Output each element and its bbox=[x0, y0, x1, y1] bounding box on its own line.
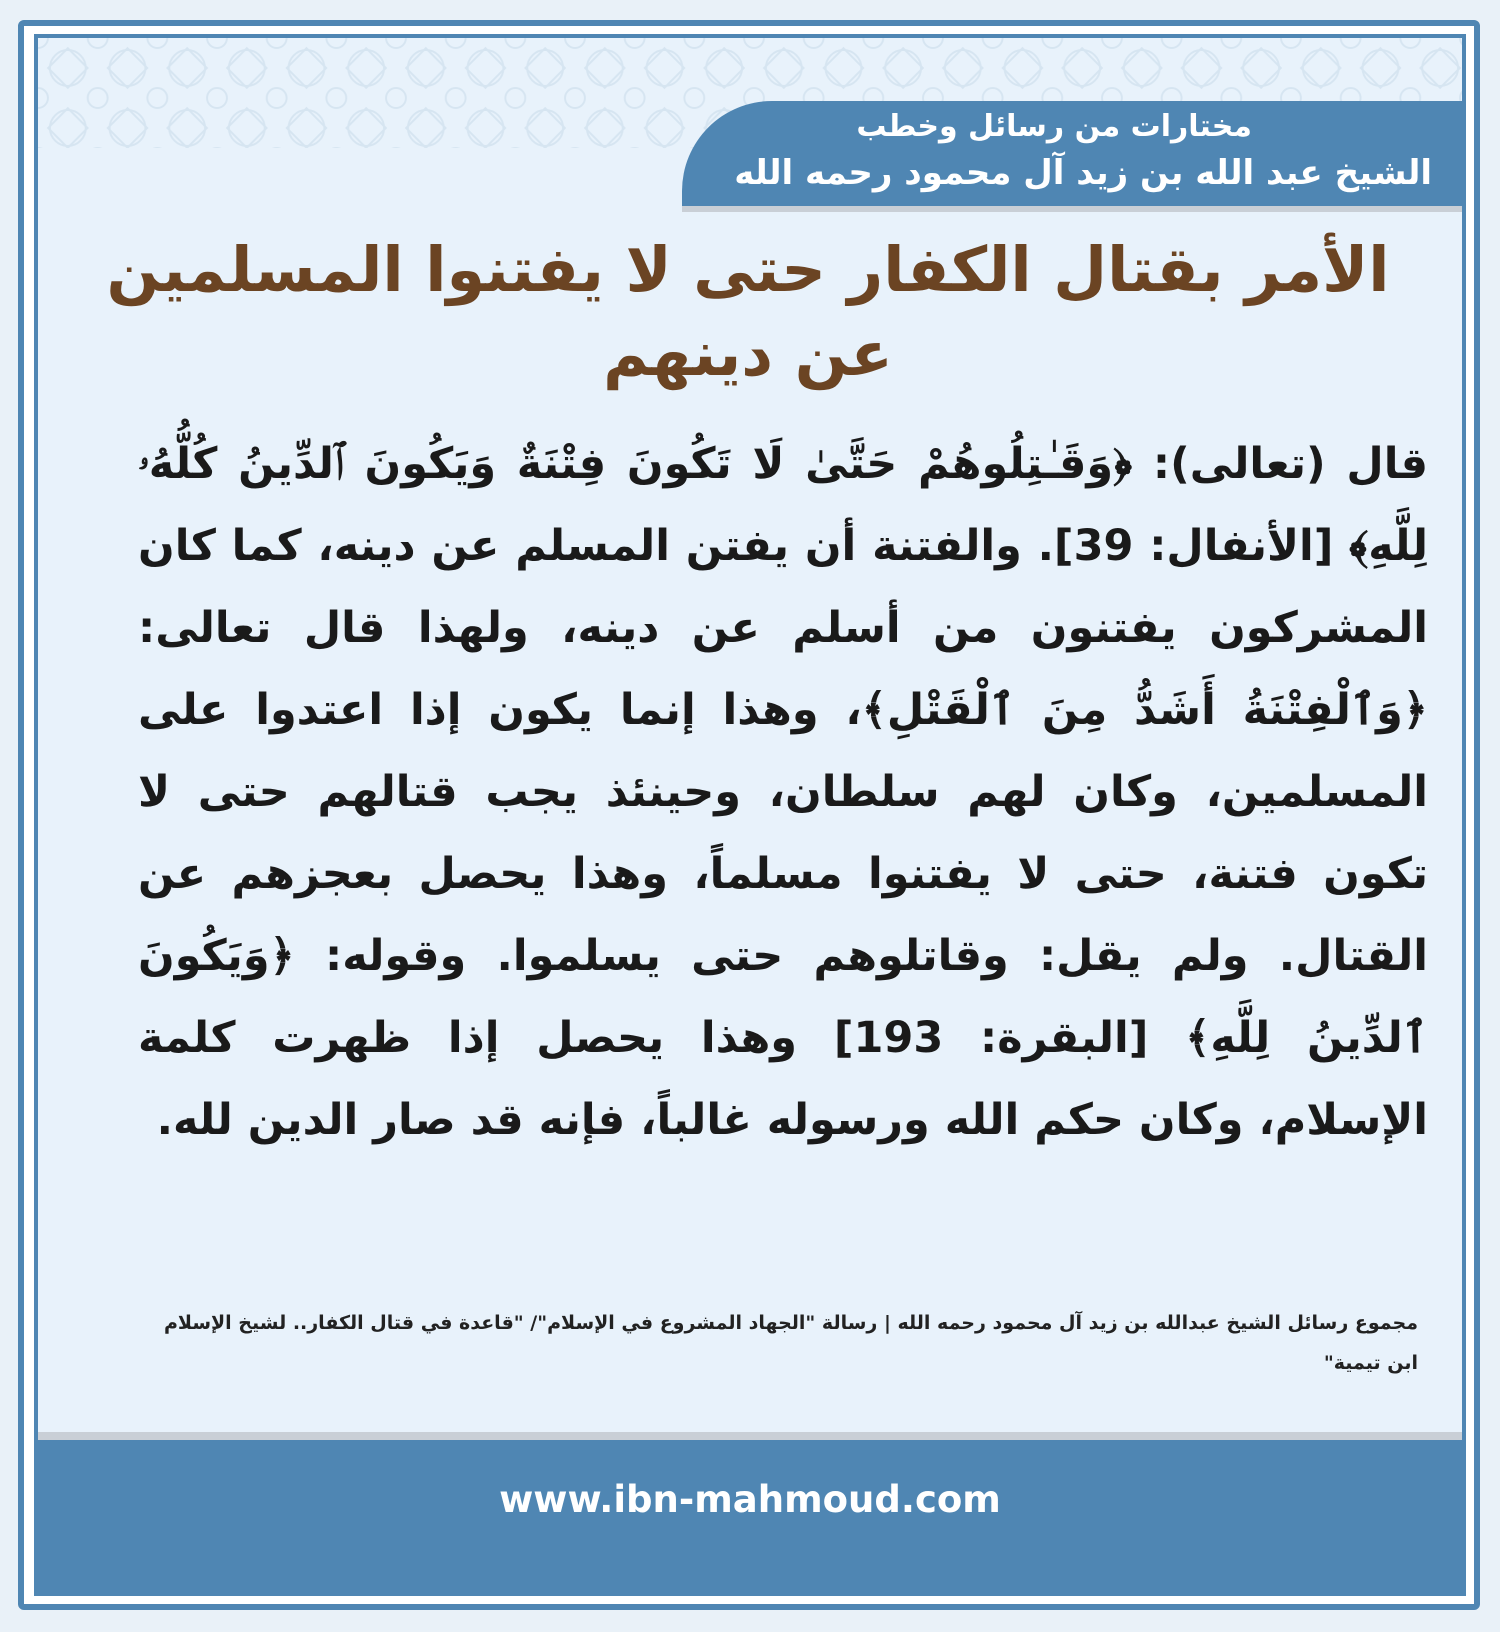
source-citation: مجموع رسائل الشيخ عبدالله بن زيد آل محمود رحمه الله | رسالة "الجهاد المشروع في الإسلام"/ "قاعدة في قتال الكفار.. لشيخ الإسلام ابن تيمية" bbox=[163, 1312, 1418, 1374]
page-title: الأمر بقتال الكفار حتى لا يفتنوا المسلمين عن دينهم bbox=[106, 233, 1390, 390]
header-subtitle: مختارات من رسائل وخطب bbox=[856, 109, 1252, 144]
header-banner bbox=[682, 101, 1462, 206]
card bbox=[34, 34, 1466, 1596]
body-paragraph: قال (تعالى): ﴿وَقَـٰتِلُوهُمْ حَتَّىٰ لَا تَكُونَ فِتْنَةٌ وَيَكُونَ ٱلدِّينُ كُلُّهُۥ لِلَّهِ﴾ [الأنفال: 39]. والفتنة أن يفتن المسلم عن دينه، كما كان المشركون يفتنون من أسلم عن دينه، ولهذا قال تعالى: ﴿وَٱلْفِتْنَةُ أَشَدُّ مِنَ ٱلْقَتْلِ﴾، وهذا إنما يكون إذا اعتدوا على المسلمين، وكان لهم سلطان، وحينئذ يجب قتالهم حتى لا تكون فتنة، حتى لا يفتنوا مسلماً، وهذا يحصل بعجزهم عن القتال. ولم يقل: وقاتلوهم حتى يسلموا. وقوله: ﴿وَيَكُونَ ٱلدِّينُ لِلَّهِ﴾ [البقرة: 193] وهذا يحصل إذا ظهرت كلمة الإسلام، وكان حكم الله ورسوله غالباً، فإنه قد صار الدين لله. bbox=[138, 439, 1428, 1145]
footer-bar bbox=[38, 1432, 1462, 1592]
website-link[interactable]: www.ibn-mahmoud.com bbox=[499, 1478, 1001, 1521]
header-author: الشيخ عبد الله بن زيد آل محمود رحمه الله bbox=[734, 153, 1432, 193]
